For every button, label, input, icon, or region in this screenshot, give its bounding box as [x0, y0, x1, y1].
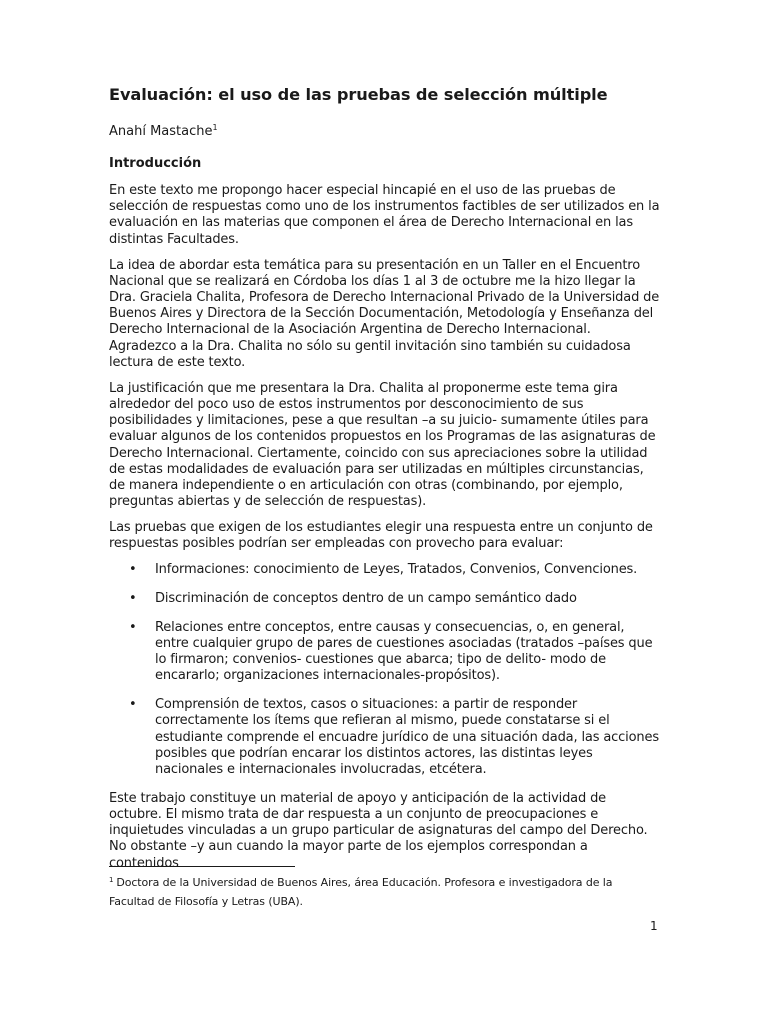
- author-line: [109, 119, 661, 141]
- paragraph: La idea de abordar esta temática para su presentación en un Taller en el Encuentro Nacional que se realizará en Córdoba los días 1 al 3 de octubre me la hizo llegar la Dra. Graciela Chalita, Profesora de Derecho Internacional Privado de la Universidad de Buenos Aires y Directora de la Sección Documentación, Metodología y Enseñanza del Derecho Internacional de la Asociación Argentina de Derecho Internacional. Agradezco a la Dra. Chalita no sólo su gentil invitación sino también su cuidadosa lectura de este texto.: [109, 257, 660, 370]
- bullet-icon: •: [129, 591, 137, 607]
- bullet-icon: •: [129, 697, 137, 713]
- bullet-list: [109, 562, 661, 778]
- document-title: Evaluación: el uso de las pruebas de selección múltiple: [109, 85, 608, 104]
- paragraph: Las pruebas que exigen de los estudiantes elegir una respuesta entre un conjunto de respuestas posibles podrían ser empleadas con provecho para evaluar:: [109, 520, 653, 552]
- footnote-divider: [109, 866, 295, 867]
- closing-paragraph: Este trabajo constituye un material de apoyo y anticipación de la actividad de octubre. El mismo trata de dar respuesta a un conjunto de preocupaciones e inquietudes vinculadas a un grupo particular de asignaturas del campo del Derecho. No obstante –y aun cuando la mayor parte de los ejemplos correspondan a contenidos: [109, 790, 648, 871]
- list-item: [109, 697, 661, 778]
- section-heading: Introducción: [109, 156, 202, 171]
- list-item: [109, 591, 661, 607]
- paragraph: La justificación que me presentara la Dra. Chalita al proponerme este tema gira alrededor del poco uso de estos instrumentos por desconocimiento de sus posibilidades y limitaciones, pese a que resultan –a su juicio- sumamente útiles para evaluar algunos de los contenidos propuestos en los Programas de las asignaturas de Derecho Internacional. Ciertamente, coincido con sus apreciaciones sobre la utilidad de estas modalidades de evaluación para ser utilizadas en múltiples circunstancias, de manera independiente o en articulación con otras (combinando, por ejemplo, preguntas abiertas y de selección de respuestas).: [109, 380, 656, 510]
- footnote-text: Doctora de la Universidad de Buenos Aires, área Educación. Profesora e investigadora de la Facultad de Filosofía y Letras (UBA).: [109, 876, 613, 908]
- list-item: [109, 620, 661, 685]
- footnote-mark: 1: [109, 876, 114, 884]
- document-page: [109, 84, 661, 882]
- list-item-text: Comprensión de textos, casos o situaciones: a partir de responder correctamente los ítems que refieran al mismo, puede constatarse si el estudiante comprende el encuadre jurídico de una situación dada, las acciones posibles que podrían encarar los distintos actores, las distintas leyes nacionales e internacionales involucradas, etcétera.: [155, 697, 659, 777]
- list-item: [109, 562, 661, 578]
- bullet-icon: •: [129, 619, 137, 635]
- page-number: 1: [650, 919, 658, 933]
- bullet-icon: •: [129, 562, 137, 578]
- author-footnote-mark: 1: [212, 123, 218, 132]
- list-item-text: Informaciones: conocimiento de Leyes, Tratados, Convenios, Convenciones.: [155, 562, 638, 578]
- author-name: Anahí Mastache: [109, 124, 213, 139]
- paragraph: En este texto me propongo hacer especial hincapié en el uso de las pruebas de selección de respuestas como uno de los instrumentos factibles de ser utilizados en la evaluación en las materias que componen el área de Derecho Internacional en las distintas Facultades.: [109, 183, 660, 247]
- footnote: [109, 871, 661, 911]
- list-item-text: Discriminación de conceptos dentro de un campo semántico dado: [155, 591, 577, 607]
- list-item-text: Relaciones entre conceptos, entre causas y consecuencias, o, en general, entre cualquier grupo de pares de cuestiones asociadas (tratados –países que lo firmaron; convenios- cuestiones que abarca; tipo de delito- modo de encararlo; organizaciones internacionales-propósitos).: [155, 619, 653, 684]
